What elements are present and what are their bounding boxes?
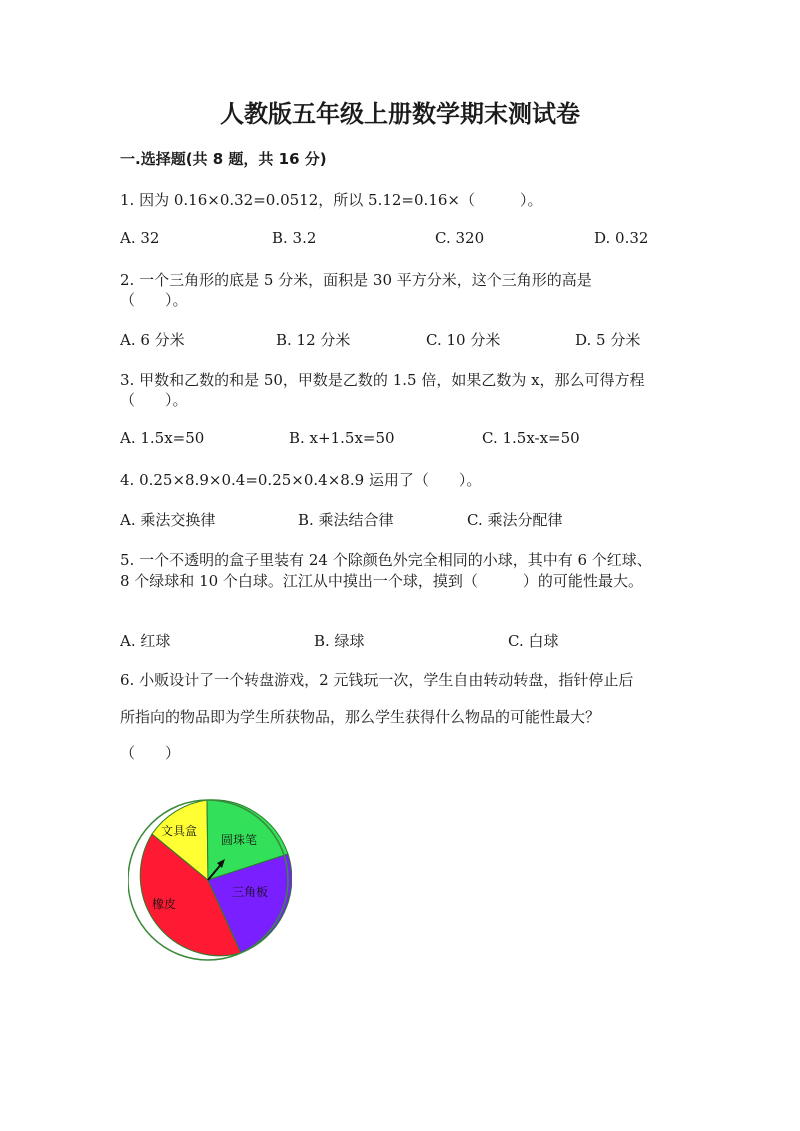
question-5-text-cont: 8 个绿球和 10 个白球。江江从中摸出一个球，摸到（ ）的可能性最大。 [120, 572, 643, 590]
q5-option-c: C. 白球 [508, 632, 559, 650]
q3-option-a: A. 1.5x=50 [120, 429, 205, 447]
question-2-text: 2. 一个三角形的底是 5 分米，面积是 30 平方分米，这个三角形的高是 [120, 271, 592, 289]
q1-option-b: B. 3.2 [272, 229, 317, 247]
label-sanjiaoban: 三角板 [232, 885, 269, 899]
question-4-text: 4. 0.25×8.9×0.4=0.25×0.4×8.9 运用了（ ）。 [120, 471, 482, 489]
q2-option-d: D. 5 分米 [575, 331, 641, 349]
question-6-text-cont: 所指向的物品即为学生所获物品，那么学生获得什么物品的可能性最大？ [120, 708, 601, 726]
question-2-text-cont: （ ）。 [120, 291, 188, 309]
q1-option-d: D. 0.32 [594, 229, 649, 247]
page-title: 人教版五年级上册数学期末测试卷 [220, 100, 580, 128]
label-wenjuhe: 文具盒 [161, 824, 198, 838]
question-1-text: 1. 因为 0.16×0.32=0.0512，所以 5.12=0.16×（ ）。 [120, 191, 543, 209]
q3-option-b: B. x+1.5x=50 [289, 429, 395, 447]
question-3-text: 3. 甲数和乙数的和是 50，甲数是乙数的 1.5 倍，如果乙数为 x，那么可得方程 [120, 371, 645, 389]
q1-option-a: A. 32 [120, 229, 160, 247]
q4-option-b: B. 乘法结合律 [298, 511, 394, 529]
question-3-text-cont: （ ）。 [120, 391, 188, 409]
q1-option-c: C. 320 [435, 229, 485, 247]
label-xiangpi: 橡皮 [152, 897, 177, 911]
q2-option-c: C. 10 分米 [426, 331, 501, 349]
question-6-text: 6. 小贩设计了一个转盘游戏，2 元钱玩一次，学生自由转动转盘，指针停止后 [120, 671, 634, 689]
q2-option-b: B. 12 分米 [276, 331, 351, 349]
question-6-blank: （ ） [120, 744, 181, 762]
q5-option-a: A. 红球 [120, 632, 171, 650]
question-5-text: 5. 一个不透明的盒子里装有 24 个除颜色外完全相同的小球，其中有 6 个红球、 [120, 551, 652, 569]
spinner-figure [128, 798, 292, 966]
q4-option-a: A. 乘法交换律 [120, 511, 216, 529]
q2-option-a: A. 6 分米 [120, 331, 185, 349]
q4-option-c: C. 乘法分配律 [467, 511, 563, 529]
section-heading: 一.选择题(共 8 题，共 16 分) [120, 150, 327, 168]
q3-option-c: C. 1.5x-x=50 [482, 429, 580, 447]
q5-option-b: B. 绿球 [314, 632, 365, 650]
label-yuanzhubi: 圆珠笔 [221, 833, 258, 847]
